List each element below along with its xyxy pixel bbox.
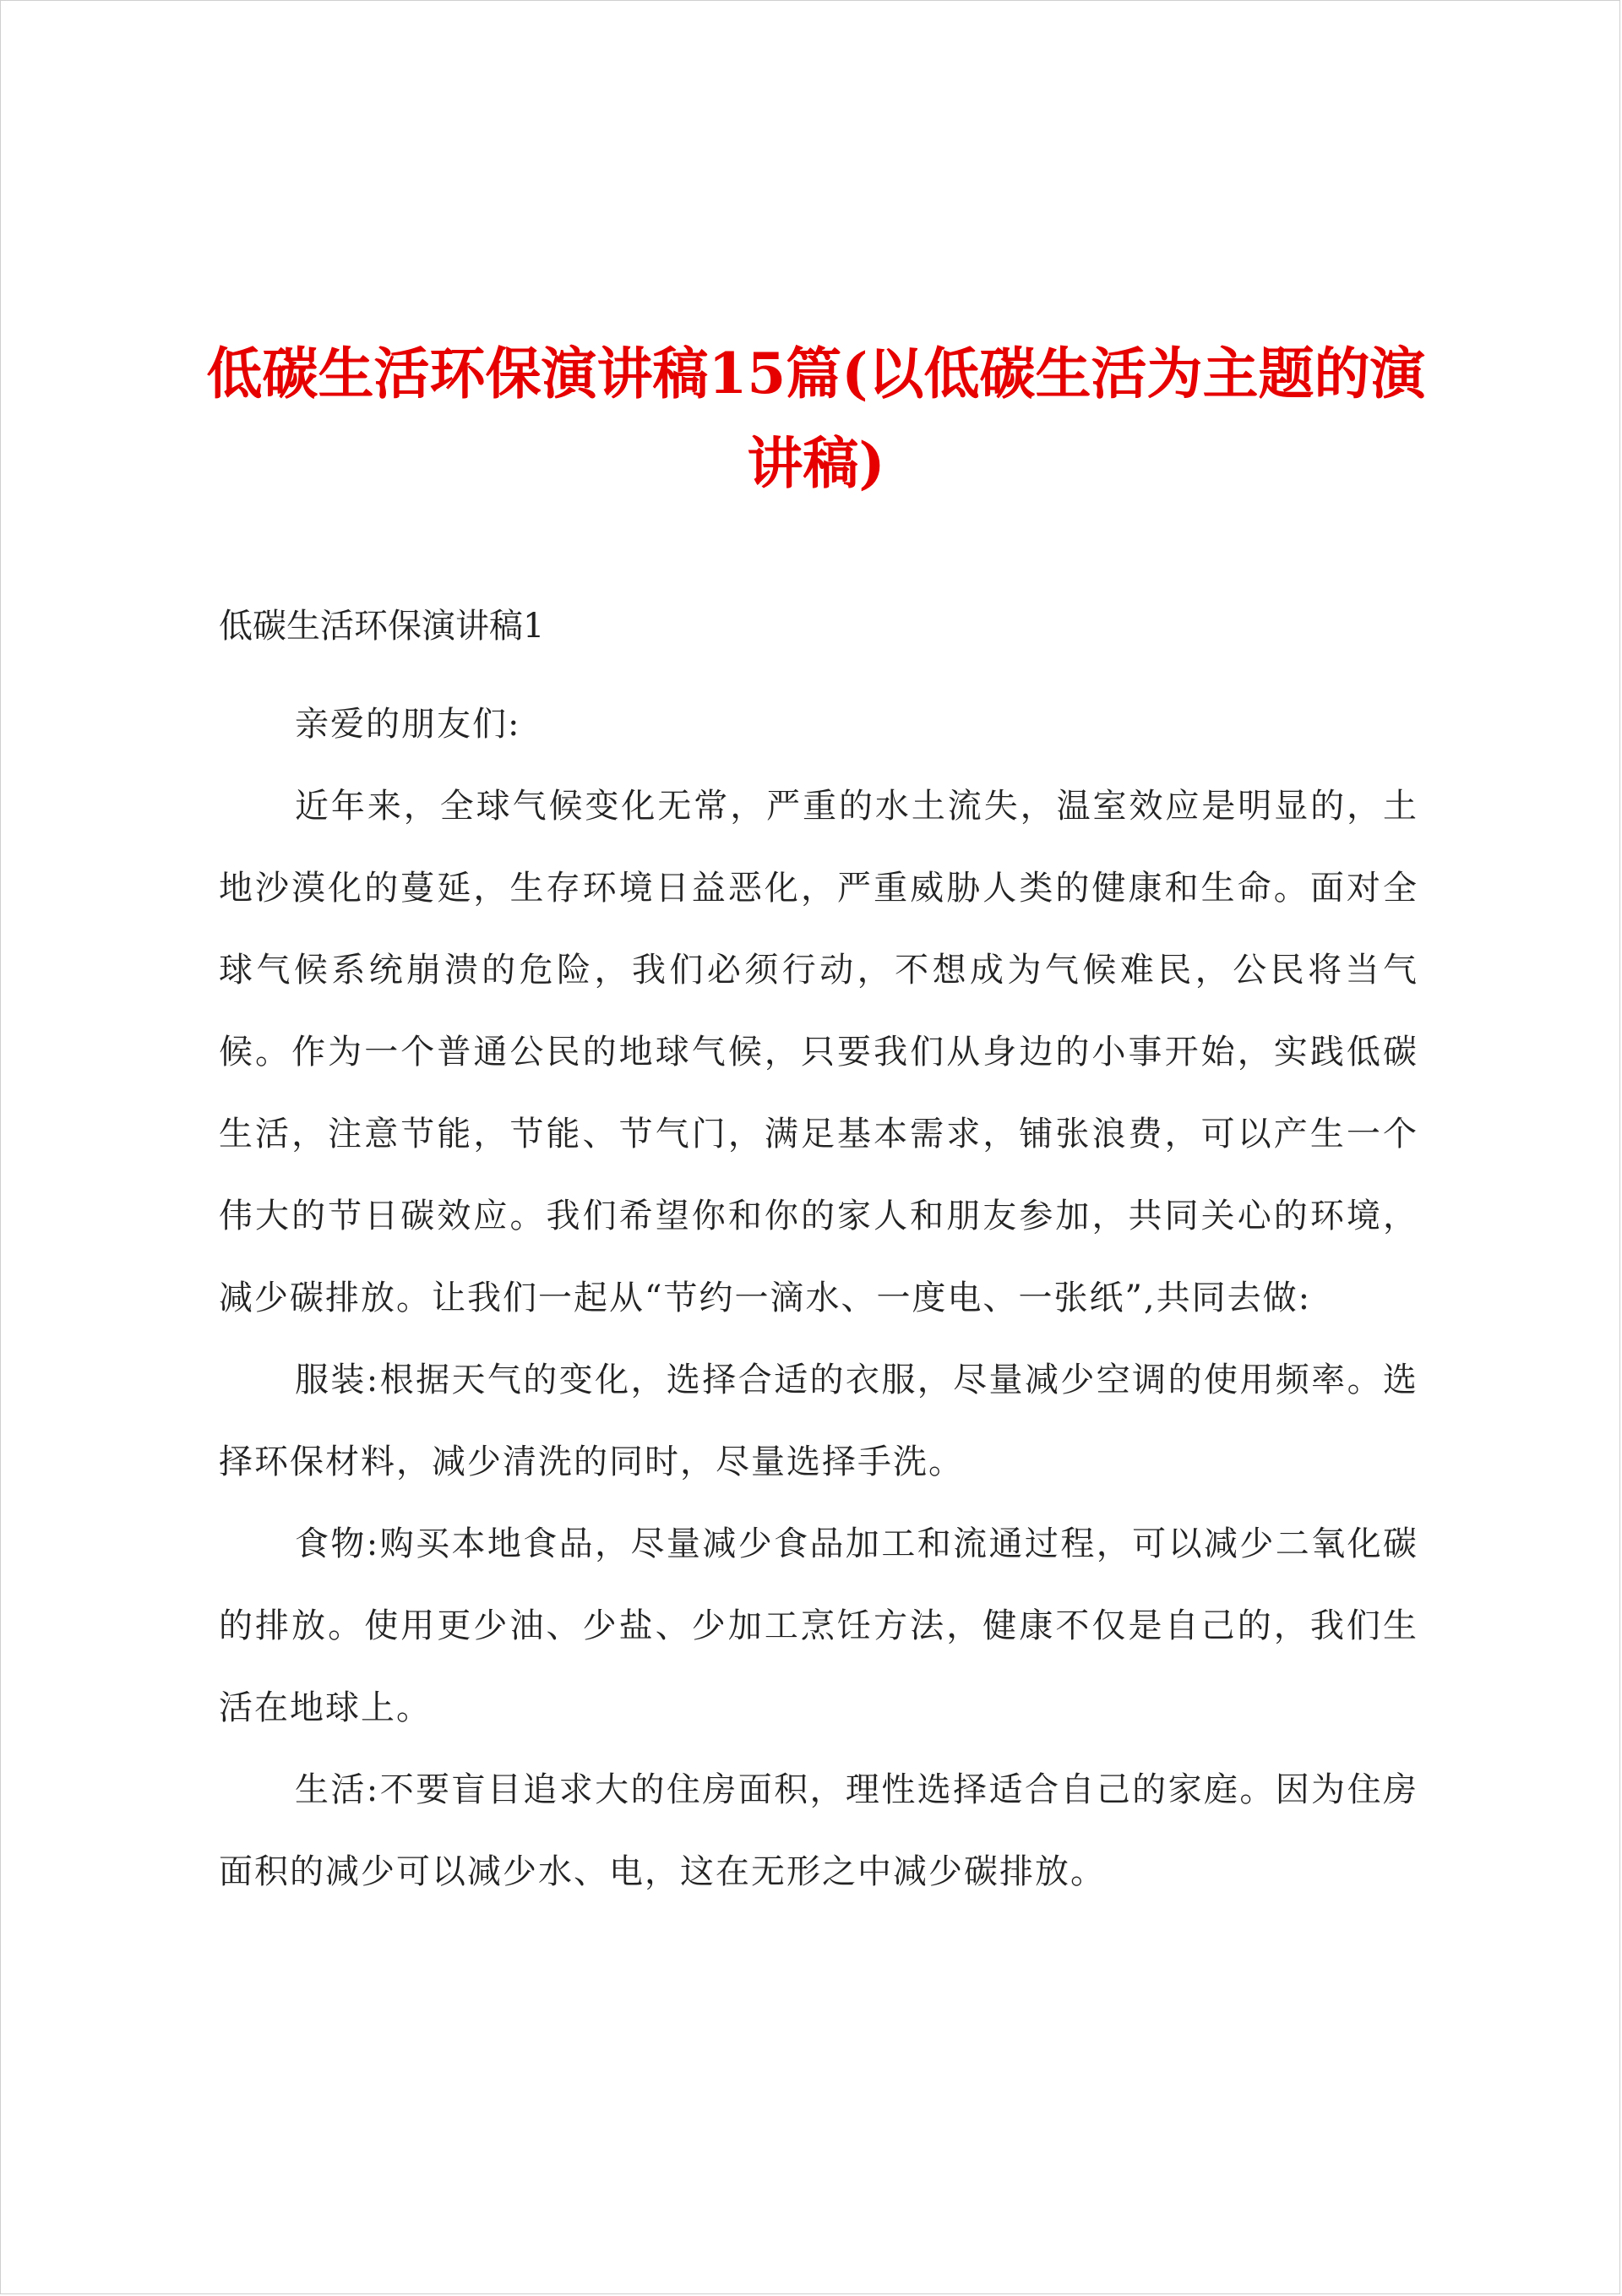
intro-paragraph: 近年来，全球气候变化无常，严重的水土流失，温室效应是明显的，土地沙漠化的蔓延，生存环境日益恶化，严重威胁人类的健康和生命。面对全球气候系统崩溃的危险，我们必须行动，不想成为气候难民，公民将当气候。作为一个普通公民的地球气候，只要我们从身边的小事开始，实践低碳生活，注意节能，节能、节气门，满足基本需求，铺张浪费，可以产生一个伟大的节日碳效应。我们希望你和你的家人和朋友参加，共同关心的环境，减少碳排放。让我们一起从“节约一滴水、一度电、一张纸”,共同去做: [219,787,1418,1317]
section-heading: 低碳生活环保演讲稿1 [219,607,545,646]
clothing-paragraph: 服装:根据天气的变化，选择合适的衣服，尽量减少空调的使用频率。选择环保材料，减少清洗的同时，尽量选择手洗。 [219,1361,1418,1481]
living-paragraph: 生活:不要盲目追求大的住房面积，理性选择适合自己的家庭。因为住房面积的减少可以减少水、电，这在无形之中减少碳排放。 [219,1770,1418,1891]
document-body [219,684,1418,1913]
document-title: 低碳生活环保演讲稿15篇(以低碳生活为主题的演讲稿) [206,341,1426,496]
food-paragraph: 食物:购买本地食品，尽量减少食品加工和流通过程，可以减少二氧化碳的排放。使用更少油、少盐、少加工烹饪方法，健康不仅是自己的，我们生活在地球上。 [219,1524,1418,1727]
greeting-paragraph: 亲爱的朋友们: [295,705,521,744]
